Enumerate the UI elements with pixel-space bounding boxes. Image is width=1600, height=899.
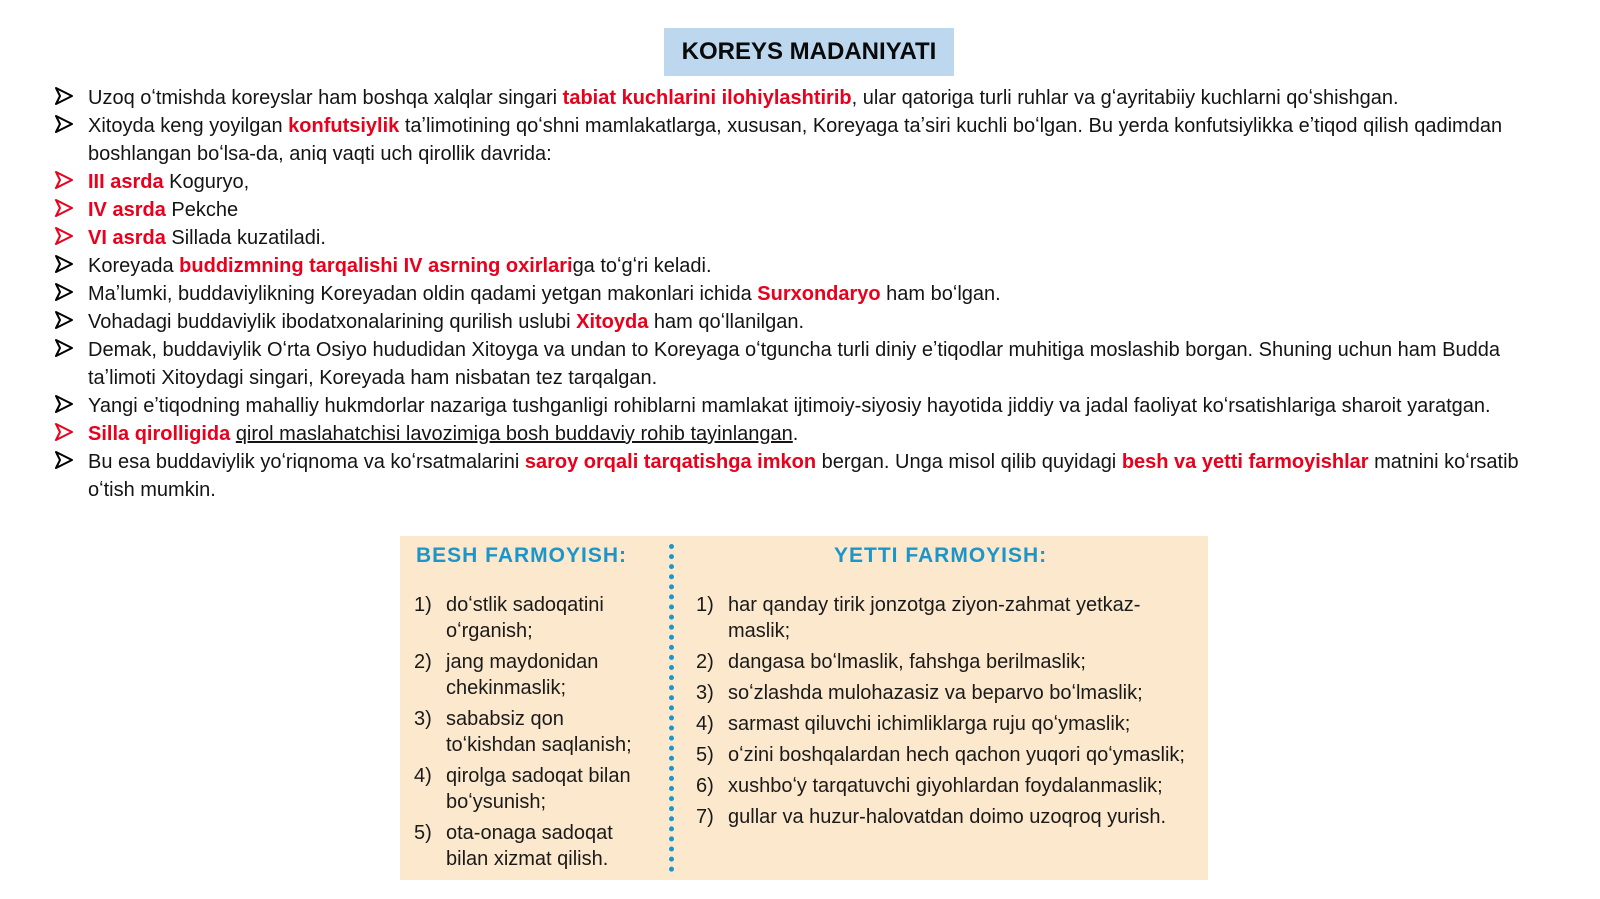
- item-number: 4): [414, 765, 432, 787]
- arrow-bullet-icon: [54, 450, 74, 470]
- bullet-item: [48, 448, 1548, 504]
- item-text: oʻzini boshqalardan hech qachon yuqori qoʻymaslik;: [728, 744, 1185, 766]
- besh-farmoyish-list: [414, 592, 654, 877]
- farmoyish-item: [414, 820, 654, 872]
- item-text: gullar va huzur-halovatdan doimo uzoqroq yurish.: [728, 806, 1167, 828]
- bullet-text: , ular qatoriga turli ruhlar va gʻayritabiiy kuchlarni qoʻshishgan.: [851, 87, 1399, 109]
- bullet-text: ga toʻgʻri keladi.: [572, 255, 712, 277]
- arrow-bullet-icon: [54, 254, 74, 274]
- farmoyish-item: [414, 763, 654, 815]
- farmoyish-item: [696, 742, 1201, 768]
- bullet-text: matnini koʻrsatib oʻtish mumkin.: [88, 451, 1519, 501]
- bullet-item: [48, 280, 1548, 308]
- bullet-text: Maʼlumki, buddaviylikning Koreyadan oldin qadami yetgan makonlari ichida: [88, 283, 758, 305]
- arrow-bullet-icon: [54, 282, 74, 302]
- arrow-bullet-icon: [54, 422, 74, 442]
- item-text: jang maydonidan chekinmaslik;: [446, 651, 599, 699]
- farmoyish-item: [414, 649, 654, 701]
- bullet-text: ham boʻlgan.: [880, 283, 1001, 305]
- item-number: 5): [696, 744, 714, 766]
- farmoyish-figure: [400, 536, 1208, 880]
- bullet-item: [48, 224, 1548, 252]
- arrow-bullet-icon: [54, 394, 74, 414]
- item-text: doʻstlik sadoqatini oʻrganish;: [446, 594, 604, 642]
- item-number: 2): [414, 651, 432, 673]
- bullet-text: Xitoyda keng yoyilgan: [88, 115, 289, 137]
- highlighted-text: buddizmning tarqalishi IV asrning oxirlari: [179, 255, 573, 277]
- item-number: 1): [696, 594, 714, 616]
- bullet-item: [48, 336, 1548, 392]
- arrow-bullet-icon: [54, 310, 74, 330]
- yetti-farmoyish-heading: YETTI FARMOYISH:: [834, 544, 1048, 567]
- farmoyish-item: [696, 592, 1201, 644]
- farmoyish-item: [696, 804, 1201, 830]
- bullet-list: [48, 84, 1548, 504]
- farmoyish-item: [696, 773, 1201, 799]
- bullet-text: .: [792, 423, 799, 445]
- page-title: KOREYS MADANIYATI: [664, 28, 954, 76]
- bullet-text: Demak, buddaviylik Oʻrta Osiyo hududidan Xitoyga va undan to Koreyaga oʻtguncha turli diniy eʼtiqodlar muhitiga moslashib borgan. Shuning uchun ham Budda taʼlimoti Xitoydagi singari, Koreyada ham nisbatan tez tarqalgan.: [88, 339, 1500, 389]
- highlighted-text: tabiat kuchlarini ilohiylashtirib: [562, 87, 852, 109]
- bullet-text: Pekche: [165, 199, 239, 221]
- bullet-text: Koreyada: [88, 255, 180, 277]
- arrow-bullet-icon: [54, 86, 74, 106]
- item-number: 3): [414, 708, 432, 730]
- bullet-item: [48, 168, 1548, 196]
- item-text: xushboʻy tarqatuvchi giyohlardan foydalanmaslik;: [728, 775, 1163, 797]
- item-number: 3): [696, 682, 714, 704]
- arrow-bullet-icon: [54, 226, 74, 246]
- arrow-bullet-icon: [54, 198, 74, 218]
- bullet-item: [48, 420, 1548, 448]
- farmoyish-item: [696, 711, 1201, 737]
- bullet-item: [48, 84, 1548, 112]
- bullet-text: Bu esa buddaviylik yoʻriqnoma va koʻrsatmalarini: [88, 451, 525, 473]
- bullet-text: taʼlimotining qoʻshni mamlakatlarga, xususan, Koreyaga taʼsiri kuchli boʻlgan. Bu yerda konfutsiylikka eʼtiqod qilish qadimdan boshlangan boʻlsa-da, aniq vaqti uch qirollik davrida:: [88, 115, 1503, 165]
- item-number: 1): [414, 594, 432, 616]
- item-text: sarmast qiluvchi ichimliklarga ruju qoʻymaslik;: [728, 713, 1131, 735]
- yetti-farmoyish-list: [696, 592, 1201, 835]
- bullet-item: [48, 252, 1548, 280]
- item-text: sababsiz qon toʻkishdan saqlanish;: [446, 708, 632, 756]
- dotted-divider: [669, 544, 674, 872]
- highlighted-text: Silla qirolligida: [88, 423, 231, 445]
- item-number: 5): [414, 822, 432, 844]
- farmoyish-item: [696, 680, 1201, 706]
- item-number: 7): [696, 806, 714, 828]
- bullet-item: [48, 196, 1548, 224]
- underlined-text: qirol maslahatchisi lavozimiga bosh buddaviy rohib tayinlangan: [235, 423, 793, 445]
- bullet-text: ham qoʻllanilgan.: [648, 311, 805, 333]
- highlighted-text: VI asrda: [88, 227, 166, 249]
- highlighted-text: Xitoyda: [576, 311, 649, 333]
- item-number: 4): [696, 713, 714, 735]
- bullet-item: [48, 392, 1548, 420]
- highlighted-text: Surxondaryo: [757, 283, 881, 305]
- bullet-text: Sillada kuzatiladi.: [165, 227, 326, 249]
- farmoyish-item: [414, 592, 654, 644]
- bullet-text: bergan. Unga misol qilib quyidagi: [816, 451, 1122, 473]
- item-text: soʻzlashda mulohazasiz va beparvo boʻlmaslik;: [728, 682, 1143, 704]
- arrow-bullet-icon: [54, 170, 74, 190]
- bullet-text: Koguryo,: [163, 171, 250, 193]
- highlighted-text: IV asrda: [88, 199, 166, 221]
- item-text: dangasa boʻlmaslik, fahshga berilmaslik;: [728, 651, 1086, 673]
- bullet-text: Uzoq oʻtmishda koreyslar ham boshqa xalqlar singari: [88, 87, 563, 109]
- bullet-text: Vohadagi buddaviylik ibodatxonalarining qurilish uslubi: [88, 311, 577, 333]
- besh-farmoyish-heading: BESH FARMOYISH:: [416, 544, 628, 567]
- farmoyish-item: [696, 649, 1201, 675]
- arrow-bullet-icon: [54, 114, 74, 134]
- highlighted-text: III asrda: [88, 171, 164, 193]
- farmoyish-item: [414, 706, 654, 758]
- highlighted-text: konfutsiylik: [288, 115, 400, 137]
- item-number: 2): [696, 651, 714, 673]
- item-text: har qanday tirik jonzotga ziyon-zahmat yetkaz-maslik;: [728, 594, 1141, 642]
- bullet-text: Yangi eʼtiqodning mahalliy hukmdorlar nazariga tushganligi rohiblarni mamlakat ijtimoiy-siyosiy hayotida jiddiy va jadal faoliyat koʻrsatishlariga sharoit yaratgan.: [88, 395, 1491, 417]
- bullet-item: [48, 308, 1548, 336]
- highlighted-text: saroy orqali tarqatishga imkon: [524, 451, 817, 473]
- bullet-item: [48, 112, 1548, 168]
- item-text: ota-onaga sadoqat bilan xizmat qilish.: [446, 822, 613, 870]
- item-number: 6): [696, 775, 714, 797]
- arrow-bullet-icon: [54, 338, 74, 358]
- highlighted-text: besh va yetti farmoyishlar: [1121, 451, 1369, 473]
- item-text: qirolga sadoqat bilan boʻysunish;: [446, 765, 631, 813]
